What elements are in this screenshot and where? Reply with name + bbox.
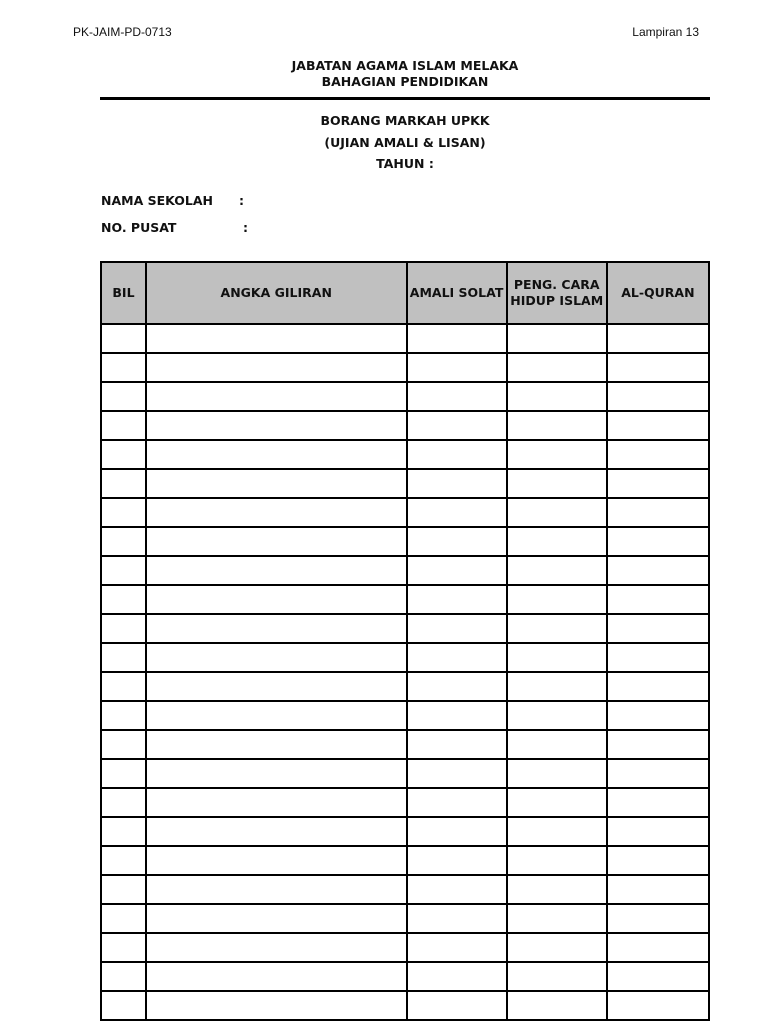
cell-amali-solat[interactable] <box>407 904 507 933</box>
cell-bil[interactable] <box>101 440 146 469</box>
cell-amali-solat[interactable] <box>407 933 507 962</box>
form-title: BORANG MARKAH UPKK <box>320 113 490 128</box>
cell-al-quran[interactable] <box>607 585 709 614</box>
cell-al-quran[interactable] <box>607 440 709 469</box>
column-header-bil: BIL <box>101 262 146 324</box>
cell-bil[interactable] <box>101 643 146 672</box>
center-number-field <box>101 220 248 235</box>
cell-peng-cara-hidup-islam[interactable] <box>507 556 607 585</box>
cell-bil[interactable] <box>101 614 146 643</box>
cell-angka-giliran[interactable] <box>146 643 407 672</box>
header-divider <box>100 97 710 100</box>
cell-amali-solat[interactable] <box>407 817 507 846</box>
cell-bil[interactable] <box>101 585 146 614</box>
cell-al-quran[interactable] <box>607 846 709 875</box>
table-row <box>101 788 709 817</box>
cell-amali-solat[interactable] <box>407 643 507 672</box>
table-row <box>101 614 709 643</box>
table-row <box>101 759 709 788</box>
cell-al-quran[interactable] <box>607 730 709 759</box>
cell-al-quran[interactable] <box>607 817 709 846</box>
table-row <box>101 324 709 353</box>
cell-bil[interactable] <box>101 875 146 904</box>
cell-angka-giliran[interactable] <box>146 498 407 527</box>
cell-angka-giliran[interactable] <box>146 904 407 933</box>
table-row <box>101 875 709 904</box>
cell-bil[interactable] <box>101 759 146 788</box>
table-row <box>101 672 709 701</box>
cell-peng-cara-hidup-islam[interactable] <box>507 933 607 962</box>
cell-amali-solat[interactable] <box>407 411 507 440</box>
cell-angka-giliran[interactable] <box>146 614 407 643</box>
cell-al-quran[interactable] <box>607 701 709 730</box>
cell-peng-cara-hidup-islam[interactable] <box>507 440 607 469</box>
table-row <box>101 469 709 498</box>
cell-al-quran[interactable] <box>607 933 709 962</box>
cell-peng-cara-hidup-islam[interactable] <box>507 904 607 933</box>
cell-angka-giliran[interactable] <box>146 469 407 498</box>
table-row <box>101 701 709 730</box>
cell-peng-cara-hidup-islam[interactable] <box>507 875 607 904</box>
cell-al-quran[interactable] <box>607 324 709 353</box>
cell-peng-cara-hidup-islam[interactable] <box>507 498 607 527</box>
table-row <box>101 527 709 556</box>
cell-al-quran[interactable] <box>607 643 709 672</box>
table-row <box>101 585 709 614</box>
cell-angka-giliran[interactable] <box>146 817 407 846</box>
cell-peng-cara-hidup-islam[interactable] <box>507 324 607 353</box>
column-header-al-quran: AL-QURAN <box>607 262 709 324</box>
cell-peng-cara-hidup-islam[interactable] <box>507 353 607 382</box>
cell-peng-cara-hidup-islam[interactable] <box>507 614 607 643</box>
column-header-amali-solat: AMALI SOLAT <box>407 262 507 324</box>
column-header-angka-giliran: ANGKA GILIRAN <box>146 262 407 324</box>
cell-bil[interactable] <box>101 933 146 962</box>
column-header-peng-cara-hidup-islam: PENG. CARA HIDUP ISLAM <box>507 262 607 324</box>
cell-amali-solat[interactable] <box>407 991 507 1020</box>
marks-table <box>100 261 710 1021</box>
cell-angka-giliran[interactable] <box>146 585 407 614</box>
cell-bil[interactable] <box>101 788 146 817</box>
cell-al-quran[interactable] <box>607 788 709 817</box>
cell-amali-solat[interactable] <box>407 585 507 614</box>
table-row <box>101 904 709 933</box>
cell-amali-solat[interactable] <box>407 527 507 556</box>
center-number-colon: : <box>243 220 248 235</box>
cell-amali-solat[interactable] <box>407 353 507 382</box>
cell-peng-cara-hidup-islam[interactable] <box>507 701 607 730</box>
cell-amali-solat[interactable] <box>407 672 507 701</box>
organization-heading <box>100 58 710 90</box>
cell-al-quran[interactable] <box>607 556 709 585</box>
cell-amali-solat[interactable] <box>407 498 507 527</box>
document-code: PK-JAIM-PD-0713 <box>73 25 172 39</box>
table-row <box>101 411 709 440</box>
cell-amali-solat[interactable] <box>407 469 507 498</box>
cell-bil[interactable] <box>101 556 146 585</box>
table-header-row <box>101 262 709 324</box>
cell-angka-giliran[interactable] <box>146 962 407 991</box>
cell-peng-cara-hidup-islam[interactable] <box>507 469 607 498</box>
cell-bil[interactable] <box>101 962 146 991</box>
cell-amali-solat[interactable] <box>407 701 507 730</box>
cell-peng-cara-hidup-islam[interactable] <box>507 788 607 817</box>
cell-angka-giliran[interactable] <box>146 527 407 556</box>
cell-bil[interactable] <box>101 469 146 498</box>
cell-bil[interactable] <box>101 846 146 875</box>
cell-amali-solat[interactable] <box>407 324 507 353</box>
organization-division: BAHAGIAN PENDIDIKAN <box>321 74 489 89</box>
school-name-field <box>101 193 244 208</box>
cell-bil[interactable] <box>101 817 146 846</box>
cell-angka-giliran[interactable] <box>146 556 407 585</box>
cell-angka-giliran[interactable] <box>146 991 407 1020</box>
cell-peng-cara-hidup-islam[interactable] <box>507 672 607 701</box>
form-year-label: TAHUN : <box>376 156 434 171</box>
cell-al-quran[interactable] <box>607 469 709 498</box>
table-row <box>101 556 709 585</box>
cell-bil[interactable] <box>101 382 146 411</box>
cell-al-quran[interactable] <box>607 962 709 991</box>
cell-angka-giliran[interactable] <box>146 701 407 730</box>
table-row <box>101 643 709 672</box>
cell-al-quran[interactable] <box>607 614 709 643</box>
cell-peng-cara-hidup-islam[interactable] <box>507 962 607 991</box>
cell-amali-solat[interactable] <box>407 614 507 643</box>
cell-bil[interactable] <box>101 411 146 440</box>
center-number-label: NO. PUSAT <box>101 220 177 235</box>
cell-al-quran[interactable] <box>607 411 709 440</box>
cell-angka-giliran[interactable] <box>146 353 407 382</box>
cell-angka-giliran[interactable] <box>146 411 407 440</box>
cell-angka-giliran[interactable] <box>146 788 407 817</box>
cell-peng-cara-hidup-islam[interactable] <box>507 846 607 875</box>
cell-amali-solat[interactable] <box>407 875 507 904</box>
cell-angka-giliran[interactable] <box>146 730 407 759</box>
cell-al-quran[interactable] <box>607 991 709 1020</box>
organization-name: JABATAN AGAMA ISLAM MELAKA <box>291 58 519 73</box>
cell-al-quran[interactable] <box>607 527 709 556</box>
cell-bil[interactable] <box>101 324 146 353</box>
cell-bil[interactable] <box>101 730 146 759</box>
cell-peng-cara-hidup-islam[interactable] <box>507 411 607 440</box>
table-row <box>101 353 709 382</box>
cell-amali-solat[interactable] <box>407 556 507 585</box>
cell-al-quran[interactable] <box>607 382 709 411</box>
cell-peng-cara-hidup-islam[interactable] <box>507 382 607 411</box>
cell-angka-giliran[interactable] <box>146 875 407 904</box>
cell-al-quran[interactable] <box>607 875 709 904</box>
cell-bil[interactable] <box>101 527 146 556</box>
cell-al-quran[interactable] <box>607 759 709 788</box>
cell-bil[interactable] <box>101 904 146 933</box>
cell-angka-giliran[interactable] <box>146 933 407 962</box>
cell-peng-cara-hidup-islam[interactable] <box>507 527 607 556</box>
cell-bil[interactable] <box>101 498 146 527</box>
cell-amali-solat[interactable] <box>407 788 507 817</box>
cell-al-quran[interactable] <box>607 672 709 701</box>
table-row <box>101 991 709 1020</box>
cell-angka-giliran[interactable] <box>146 759 407 788</box>
cell-amali-solat[interactable] <box>407 730 507 759</box>
cell-angka-giliran[interactable] <box>146 324 407 353</box>
cell-amali-solat[interactable] <box>407 440 507 469</box>
table-row <box>101 933 709 962</box>
attachment-label: Lampiran 13 <box>632 25 699 39</box>
school-name-colon: : <box>239 193 244 208</box>
cell-peng-cara-hidup-islam[interactable] <box>507 643 607 672</box>
cell-peng-cara-hidup-islam[interactable] <box>507 817 607 846</box>
cell-bil[interactable] <box>101 701 146 730</box>
table-row <box>101 440 709 469</box>
cell-amali-solat[interactable] <box>407 759 507 788</box>
table-row <box>101 498 709 527</box>
cell-angka-giliran[interactable] <box>146 672 407 701</box>
table-row <box>101 382 709 411</box>
table-row <box>101 817 709 846</box>
cell-al-quran[interactable] <box>607 353 709 382</box>
table-row <box>101 730 709 759</box>
cell-amali-solat[interactable] <box>407 846 507 875</box>
cell-amali-solat[interactable] <box>407 962 507 991</box>
marks-table-body <box>101 324 709 1020</box>
cell-bil[interactable] <box>101 991 146 1020</box>
cell-peng-cara-hidup-islam[interactable] <box>507 991 607 1020</box>
cell-amali-solat[interactable] <box>407 382 507 411</box>
cell-angka-giliran[interactable] <box>146 382 407 411</box>
cell-al-quran[interactable] <box>607 904 709 933</box>
cell-peng-cara-hidup-islam[interactable] <box>507 585 607 614</box>
cell-angka-giliran[interactable] <box>146 440 407 469</box>
cell-peng-cara-hidup-islam[interactable] <box>507 759 607 788</box>
school-name-label: NAMA SEKOLAH <box>101 193 213 208</box>
cell-bil[interactable] <box>101 353 146 382</box>
cell-angka-giliran[interactable] <box>146 846 407 875</box>
form-title-block <box>100 110 710 175</box>
cell-peng-cara-hidup-islam[interactable] <box>507 730 607 759</box>
cell-al-quran[interactable] <box>607 498 709 527</box>
form-subtitle: (UJIAN AMALI & LISAN) <box>324 134 486 150</box>
table-row <box>101 846 709 875</box>
cell-bil[interactable] <box>101 672 146 701</box>
table-row <box>101 962 709 991</box>
